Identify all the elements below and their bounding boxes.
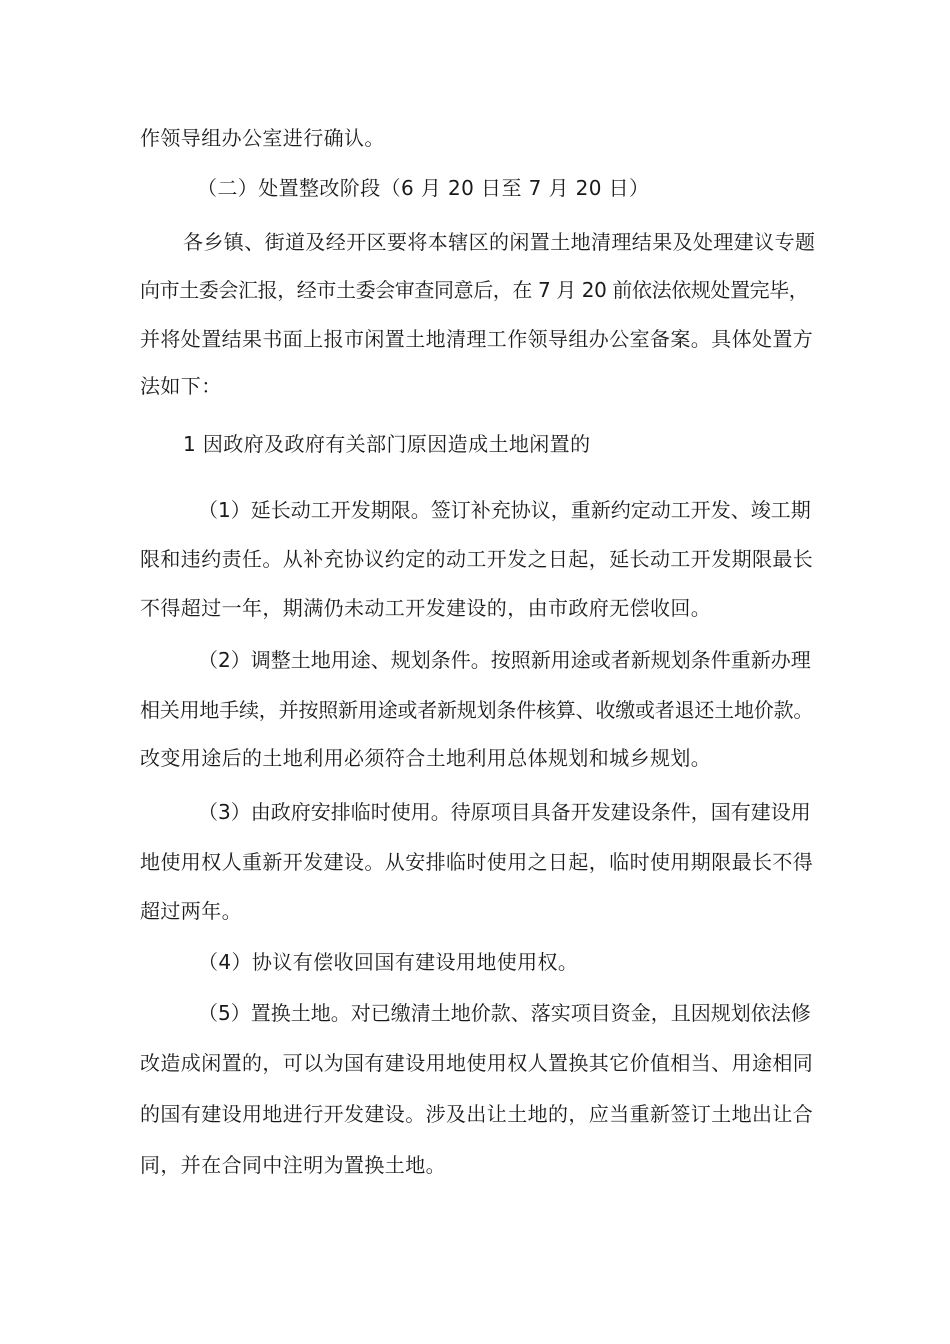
text-line: 各乡镇、街道及经开区要将本辖区的闲置土地清理结果及处理建议专题	[183, 230, 816, 254]
text-line: 同，并在合同中注明为置换土地。	[140, 1153, 446, 1177]
text-line: （2）调整土地用途、规划条件。按照新用途或者新规划条件重新办理	[198, 648, 811, 672]
subsection-heading: 1 因政府及政府有关部门原因造成土地闲置的	[183, 432, 591, 456]
text-line: 作领导组办公室进行确认。	[140, 126, 385, 150]
text-line: 不得超过一年，期满仍未动工开发建设的，由市政府无偿收回。	[140, 596, 712, 620]
text-line: 向市土委会汇报，经市土委会审查同意后，在 7 月 20 前依法依规处置完毕，	[140, 278, 809, 302]
text-line: 地使用权人重新开发建设。从安排临时使用之日起，临时使用期限最长不得	[140, 850, 814, 874]
text-line: 相关用地手续，并按照新用途或者新规划条件核算、收缴或者退还土地价款。	[140, 698, 814, 722]
text-line: （3）由政府安排临时使用。待原项目具备开发建设条件，国有建设用	[198, 800, 811, 824]
text-line: 限和违约责任。从补充协议约定的动工开发之日起，延长动工开发期限最长	[140, 547, 814, 571]
text-line: （4）协议有偿收回国有建设用地使用权。	[198, 950, 579, 974]
text-line: 超过两年。	[140, 899, 242, 923]
text-line: （5）置换土地。对已缴清土地价款、落实项目资金，且因规划依法修	[198, 1001, 811, 1025]
section-heading: （二）处置整改阶段（6 月 20 日至 7 月 20 日）	[197, 176, 650, 200]
text-line: 并将处置结果书面上报市闲置土地清理工作领导组办公室备案。具体处置方	[140, 327, 814, 351]
text-line: 的国有建设用地进行开发建设。涉及出让土地的，应当重新签订土地出让合	[140, 1102, 814, 1126]
text-line: （1）延长动工开发期限。签订补充协议，重新约定动工开发、竣工期	[198, 498, 811, 522]
text-line: 改造成闲置的，可以为国有建设用地使用权人置换其它价值相当、用途相同	[140, 1051, 814, 1075]
text-line: 法如下：	[140, 374, 222, 398]
text-line: 改变用途后的土地利用必须符合土地利用总体规划和城乡规划。	[140, 746, 712, 770]
